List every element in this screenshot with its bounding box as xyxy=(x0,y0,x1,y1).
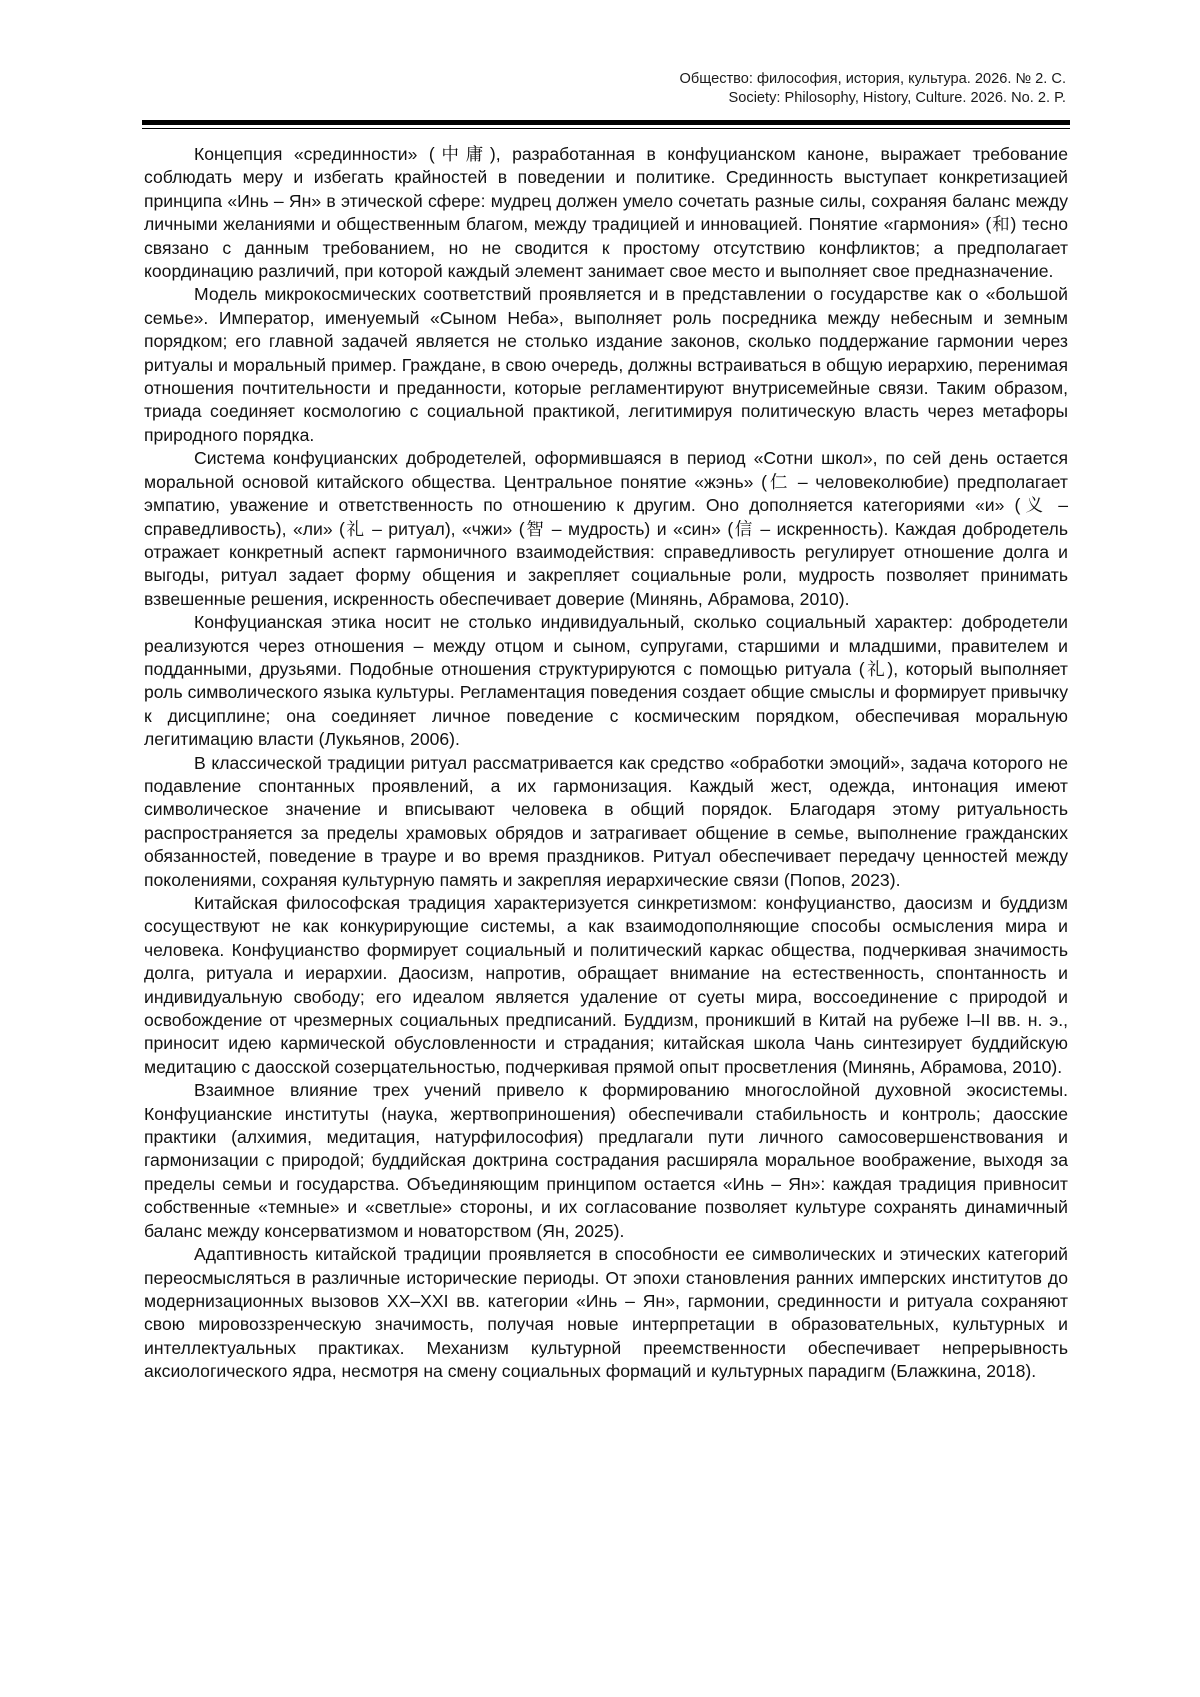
paragraph-syncretism: Китайская философская традиция характеризуется синкретизмом: конфуцианство, даосизм и буддизм сосуществуют не как конкурирующие системы, а как взаимодополняющие способы осмысления мира и человека. Конфуцианство формирует социальный и политический каркас общества, подчеркивая значимость долга, ритуала и иерархии. Даосизм, напротив, обращает внимание на естественность, спонтанность и индивидуальную свободу; его идеалом является удаление от суеты мира, воссоединение с природой и освобождение от чрезмерных социальных предписаний. Буддизм, проникший в Китай на рубеже I–II вв. н. э., приносит идею кармической обусловленности и страдания; китайская школа Чань синтезирует буддийскую медитацию с даосской созерцательностью, подчеркивая прямой опыт просветления (Минянь, Абрамова, 2010). xyxy=(144,893,1068,1077)
header-citation-ru: Общество: философия, история, культура. 2026. № 2. С. xyxy=(679,71,1066,87)
paragraph-ritual: В классической традиции ритуал рассматривается как средство «обработки эмоций», задача которого не подавление спонтанных проявлений, а их гармонизация. Каждый жест, одежда, интонация имеют символическое значение и вписывают человека в общий порядок. Благодаря этому ритуальность распространяется за пределы храмовых обрядов и затрагивает общение в семье, выполнение гражданских обязанностей, поведение в трауре и во время праздников. Ритуал обеспечивает передачу ценностей между поколениями, сохраняя культурную память и закрепляя иерархические связи (Попов, 2023). xyxy=(144,752,1068,890)
paragraph-adaptivity: Адаптивность китайской традиции проявляется в способности ее символических и этических категорий переосмысляться в различные исторические периоды. От эпохи становления ранних имперских институтов до модернизационных вызовов XX–XXI вв. категории «Инь – Ян», гармонии, срединности и ритуала сохраняют свою мировоззренческую значимость, получая новые интерпретации в образовательных, культурных и интеллектуальных практиках. Механизм культурной преемственности обеспечивает непрерывность аксиологического ядра, несмотря на смену социальных формаций и культурных парадигм (Блажкина, 2018). xyxy=(144,1244,1068,1382)
header-rule-thick xyxy=(142,120,1070,125)
paragraph-srediность: Концепция «срединности» (中庸), разработанная в конфуцианском каноне, выражает требование соблюдать меру и избегать крайностей в поведении и политике. Срединность выступает конкретизацией принципа «Инь – Ян» в этической сфере: мудрец должен умело сочетать разные силы, сохраняя баланс между личными желаниями и общественным благом, между традицией и инновацией. Понятие «гармония» (和) тесно связано с данным требованием, но не сводится к простому отсутствию конфликтов; а предполагает координацию различий, при которой каждый элемент занимает свое место и выполняет свое предназначение. xyxy=(144,144,1068,282)
header-rule-thin xyxy=(142,128,1070,129)
paragraph-mutual-influence: Взаимное влияние трех учений привело к формированию многослойной духовной экосистемы. Конфуцианские институты (наука, жертвоприношения) обеспечивали стабильность и контроль; даосские практики (алхимия, медитация, натурфилософия) предлагали пути личного самосовершенствования и гармонизации с природой; буддийская доктрина сострадания расширяла моральное воображение, выходя за пределы семьи и государства. Объединяющим принципом остается «Инь – Ян»: каждая традиция привносит собственные «темные» и «светлые» стороны, и их согласование позволяет культуре сохранять динамичный баланс между консерватизмом и новаторством (Ян, 2025). xyxy=(144,1080,1068,1241)
paragraph-ethics: Конфуцианская этика носит не столько индивидуальный, сколько социальный характер: добродетели реализуются через отношения – между отцом и сыном, супругами, старшими и младшими, правителем и подданными, друзьями. Подобные отношения структурируются с помощью ритуала (礼), который выполняет роль символического языка культуры. Регламентация поведения создает общие смыслы и формирует привычку к дисциплине; она соединяет личное поведение с космическим порядком, обеспечивая моральную легитимацию власти (Лукьянов, 2006). xyxy=(144,612,1068,750)
article-body xyxy=(144,143,1068,1384)
running-header xyxy=(680,70,1066,108)
paragraph-microcosm: Модель микрокосмических соответствий проявляется и в представлении о государстве как о «большой семье». Император, именуемый «Сыном Неба», выполняет роль посредника между небесным и земным порядком; его главной задачей является не столько издание законов, сколько поддержание гармонии через ритуалы и моральный пример. Граждане, в свою очередь, должны встраиваться в общую иерархию, перенимая отношения почтительности и преданности, которые регламентируют внутрисемейные связи. Таким образом, триада соединяет космологию с социальной практикой, легитимируя политическую власть через метафоры природного порядка. xyxy=(144,284,1068,445)
paragraph-virtues: Система конфуцианских добродетелей, оформившаяся в период «Сотни школ», по сей день остается моральной основой китайского общества. Центральное понятие «жэнь» (仁 – человеколюбие) предполагает эмпатию, уважение и ответственность по отношению к другим. Оно дополняется категориями «и» (义 – справедливость), «ли» (礼 – ритуал), «чжи» (智 – мудрость) и «син» (信 – искренность). Каждая добродетель отражает конкретный аспект гармоничного взаимодействия: справедливость регулирует отношение долга и выгоды, ритуал задает форму общения и закрепляет социальные роли, мудрость позволяет принимать взвешенные решения, искренность обеспечивает доверие (Минянь, Абрамова, 2010). xyxy=(144,448,1068,609)
header-citation-en: Society: Philosophy, History, Culture. 2026. No. 2. P. xyxy=(728,90,1066,106)
